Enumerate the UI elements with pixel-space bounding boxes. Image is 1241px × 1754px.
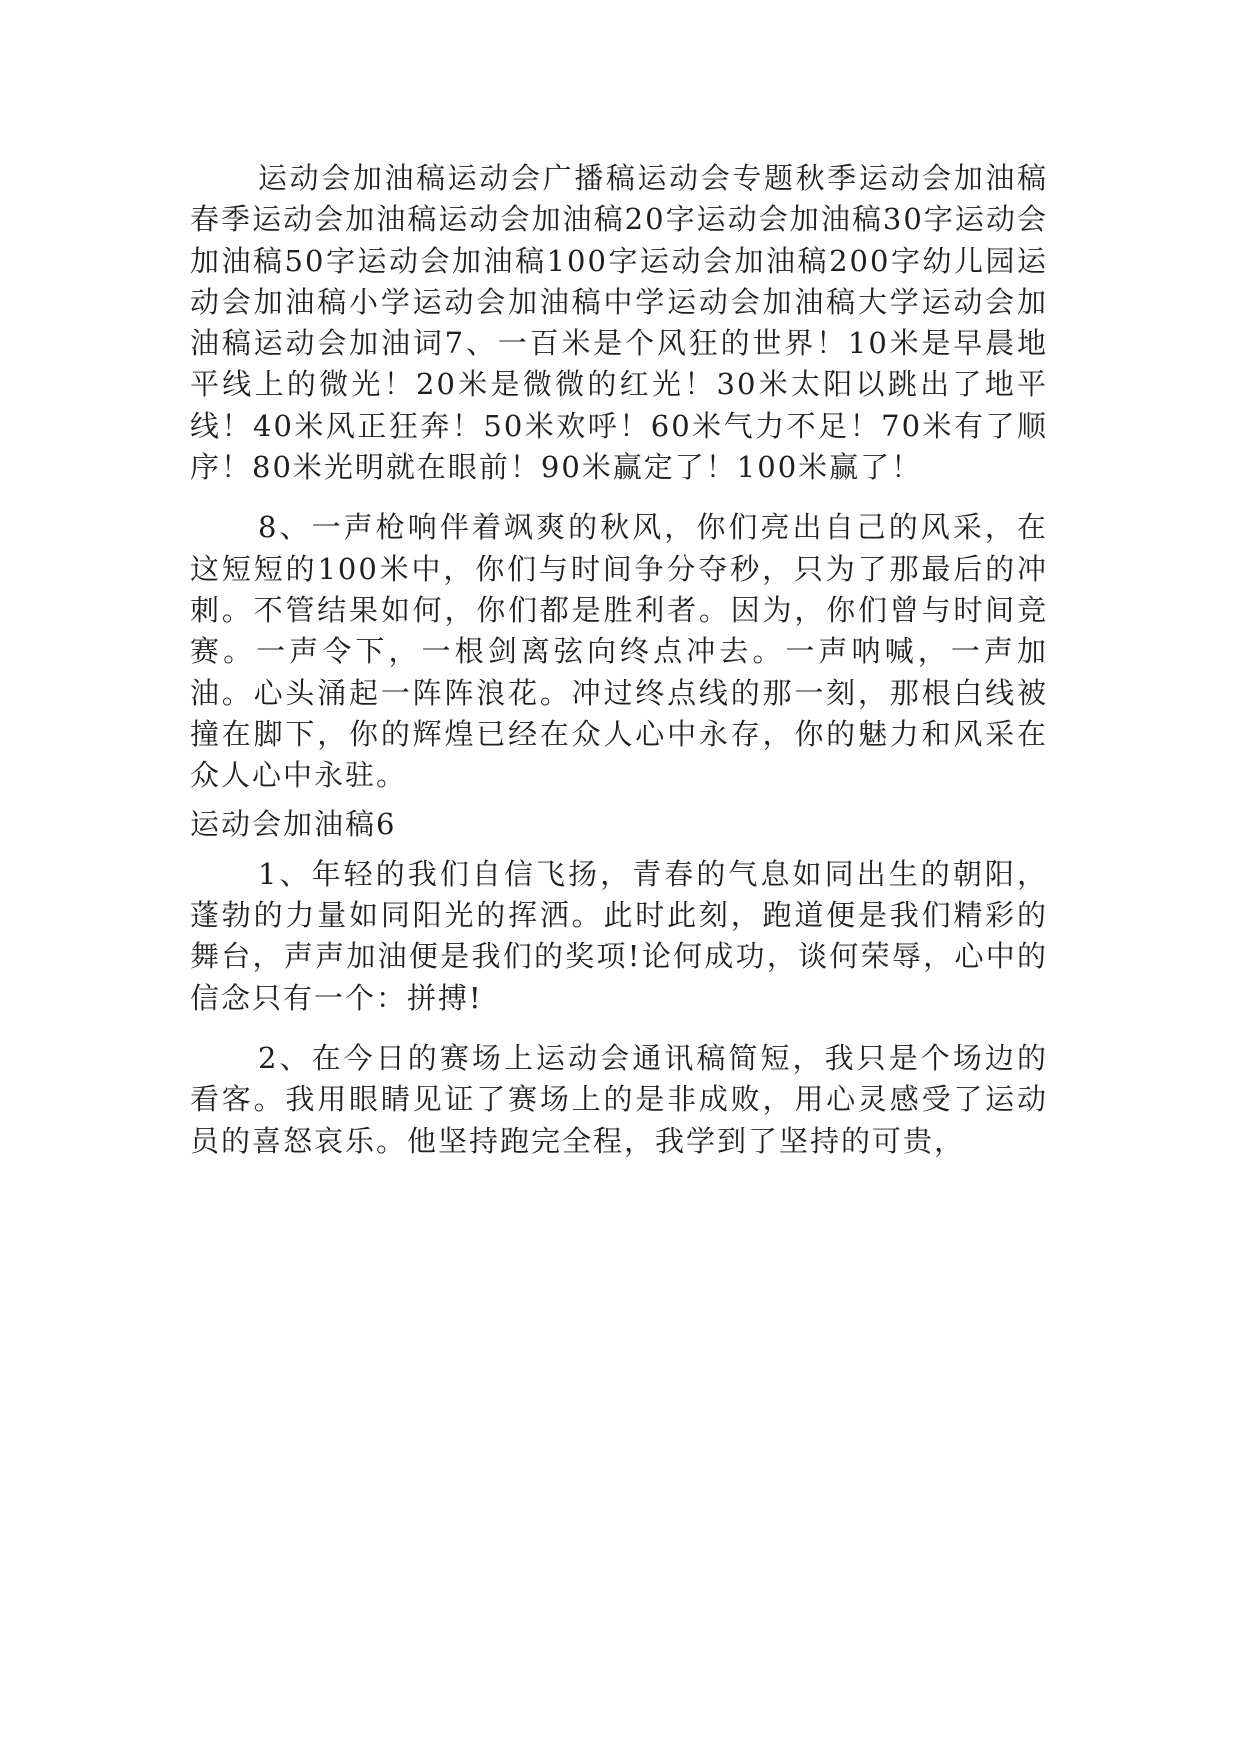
- paragraph-cheer-1: 1、年轻的我们自信飞扬，青春的气息如同出生的朝阳，蓬勃的力量如同阳光的挥洒。此时此刻，跑道便是我们精彩的舞台，声声加油便是我们的奖项!论何成功，谈何荣辱，心中的信念只有一个：拼搏!: [190, 856, 1048, 1015]
- section-heading: 运动会加油稿6: [190, 807, 397, 842]
- document-body: [190, 158, 1048, 1162]
- paragraph-cheer-2: 2、在今日的赛场上运动会通讯稿简短，我只是个场边的看客。我用眼睛见证了赛场上的是非成败，用心灵感受了运动员的喜怒哀乐。他坚持跑完全程，我学到了坚持的可贵，: [190, 1040, 1048, 1158]
- paragraph-cheer-intro: 运动会加油稿运动会广播稿运动会专题秋季运动会加油稿春季运动会加油稿运动会加油稿20字运动会加油稿30字运动会加油稿50字运动会加油稿100字运动会加油稿200字幼儿园运动会加油稿小学运动会加油稿中学运动会加油稿大学运动会加油稿运动会加油词7、一百米是个风狂的世界！10米是早晨地平线上的微光！20米是微微的红光！30米太阳以跳出了地平线！40米风正狂奔！50米欢呼！60米气力不足！70米有了顺序！80米光明就在眼前！90米赢定了！100米赢了！: [190, 161, 1048, 485]
- paragraph-cheer-8: 8、一声枪响伴着飒爽的秋风，你们亮出自己的风采，在这短短的100米中，你们与时间争分夺秒，只为了那最后的冲刺。不管结果如何，你们都是胜利者。因为，你们曾与时间竞赛。一声令下，一根剑离弦向终点冲去。一声呐喊，一声加油。心头涌起一阵阵浪花。冲过终点线的那一刻，那根白线被撞在脚下，你的辉煌已经在众人心中永存，你的魅力和风采在众人心中永驻。: [190, 510, 1048, 793]
